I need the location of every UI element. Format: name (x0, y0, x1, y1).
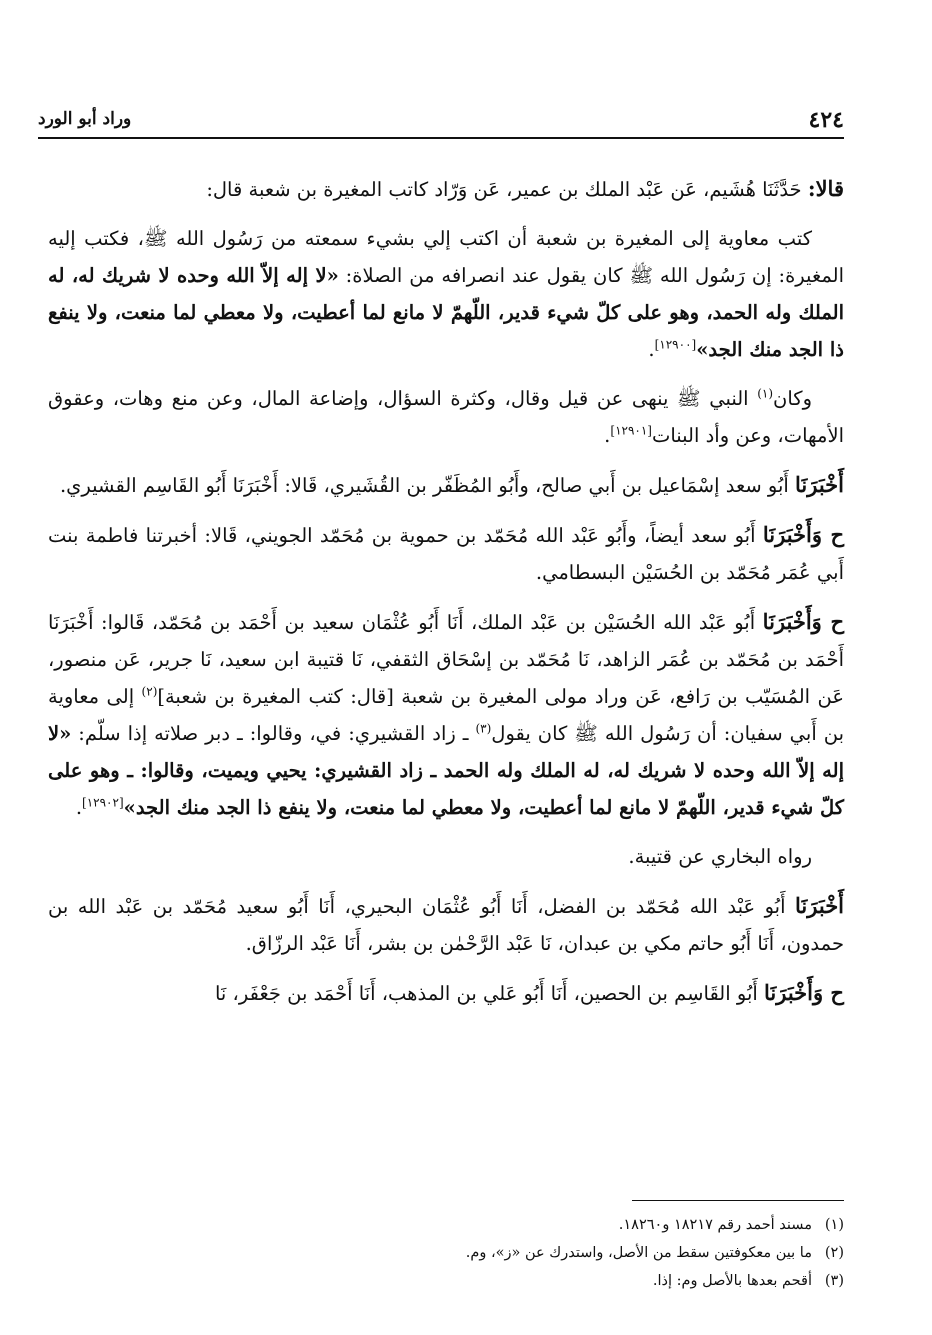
punctuation: . (75, 796, 83, 819)
footnote-text: ما بين معكوفتين سقط من الأصل، واستدرك عن «ز»، وم. (465, 1245, 812, 1261)
page-number: ٤٢٤ (808, 107, 844, 133)
narration-lead: ح وَأَخْبَرَنَا (762, 609, 844, 634)
footnote (48, 1267, 844, 1295)
paragraph (48, 603, 844, 826)
paragraph-text: كتب معاوية إلى المغيرة بن شعبة أن اكتب إلي بشيء سمعته من رَسُول الله ﷺ، فكتب إليه المغيرة: إن رَسُول الله ﷺ كان يقول عند انصرافه من الصلاة: (48, 227, 844, 287)
hadith-text: «لا إله إلاّ الله وحده لا شريك له، له الملك وله الحمد، وهو على كلّ شيء قدير، اللّهمّ لا مانع لما أعطيت، ولا معطي لما منعت، ولا ينفع ذا الجد منك الجد» (48, 264, 844, 361)
narration-lead: ح وَأَخْبَرَنَا (764, 980, 844, 1005)
paragraph-text: أَبُو عَبْد الله الحُسَيْن بن عَبْد الملك، أَنَا أَبُو عُثْمَان سعيد بن أَحْمَد بن مُحَمّد، قَالوا: أَخْبَرَنَا أَحْمَد بن مُحَمّد بن عُمَر الزاهد، نَا مُحَمّد بن إسْحَاق الثقفي، نَا قتيبة ابن سعيد، نَا جرير، عَن منصور، عَن المُسَيّب بن رَافع، عَن وراد مولى المغيرة بن شعبة [قال: كتب المغيرة بن شعبة] (48, 611, 844, 708)
footnote-marker: (٢) (141, 684, 158, 699)
paragraph (48, 838, 844, 875)
paragraph-text: أَبُو سعد أيضاً، وأَبُو عَبْد الله مُحَمّد بن حموية بن مُحَمّد الجويني، قَالا: أخبرتنا فاطمة بنت أَبي عُمَر مُحَمّد بن الحُسَيْن البسطامي. (48, 524, 844, 584)
footnote (48, 1239, 844, 1267)
paragraph (48, 170, 844, 208)
footnote (48, 1211, 844, 1239)
paragraph (48, 380, 844, 454)
footnotes (48, 1200, 844, 1295)
paragraph-text: حَدَّثَنَا هُشَيم، عَن عَبْد الملك بن عمير، عَن وَرّاد كاتب المغيرة بن شعبة قال: (206, 178, 802, 201)
footnote-number: (٢) (824, 1245, 844, 1261)
footnote-text: أقحم بعدها بالأصل وم: إذا. (652, 1273, 812, 1289)
paragraph-text: ـ زاد القشيري: في، وقالوا: ـ دبر صلاته إذا سلّم: (78, 722, 469, 745)
footnote-divider (632, 1200, 844, 1201)
paragraph-text: أَبُو سعد إسْمَاعيل بن أَبي صالح، وأَبُو المُظَفّر بن القُشَيري، قَالا: أَخْبَرَنَا أَبُو القَاسِم القشيري. (59, 474, 789, 497)
running-header (38, 103, 844, 139)
running-title: وراد أبو الورد (38, 109, 132, 129)
footnote-marker: (١) (757, 386, 774, 401)
hadith-number: [١٢٩٠٢] (82, 795, 124, 810)
paragraph (48, 466, 844, 504)
hadith-number: [١٢٩٠١] (610, 423, 652, 438)
paragraph (48, 887, 844, 962)
paragraph (48, 516, 844, 591)
footnote-marker: (٣) (475, 721, 492, 736)
paragraph-text: رواه البخاري عن قتيبة. (628, 845, 812, 868)
paragraph-text: إلى معاوية بن أَبي سفيان: أن رَسُول الله ﷺ كان يقول (48, 685, 845, 745)
punctuation: . (648, 338, 655, 361)
paragraph-text: أَبُو عَبْد الله مُحَمّد بن الفضل، أَنَا أَبُو عُثْمَان البحيري، أَنَا أَبُو سعيد مُحَمّد بن عَبْد الله بن حمدون، أَنَا أَبُو حاتم مكي بن عبدان، نَا عَبْد الرَّحْمٰن بن بشر، أَنَا عَبْد الرزّاق. (48, 895, 844, 955)
narration-lead: أَخْبَرَنَا (795, 893, 845, 918)
paragraph-text: وكان (773, 387, 812, 410)
paragraph (48, 974, 844, 1012)
footnote-number: (٣) (824, 1273, 844, 1289)
paragraph-text: النبي ﷺ ينهى عن قيل وقال، وكثرة السؤال، وإضاعة المال، وعن منع وهات، وعقوق الأمهات، وعن وأد البنات (48, 387, 844, 447)
body-text (48, 170, 844, 1024)
paragraph (48, 220, 844, 368)
narration-lead: قالا: (807, 176, 844, 201)
footnote-number: (١) (824, 1217, 844, 1233)
hadith-text: «لا إله إلاّ الله وحده لا شريك له، له الملك وله الحمد ـ زاد القشيري: يحيي ويميت، وقالوا: ـ وهو على كلّ شيء قدير، اللّهمّ لا مانع لما أعطيت، ولا معطي لما منعت، ولا ينفع ذا الجد منك الجد» (48, 722, 844, 819)
narration-lead: أَخْبَرَنَا (795, 472, 844, 497)
paragraph-text: أَبُو القَاسِم بن الحصين، أَنَا أَبُو عَلي بن المذهب، أَنَا أَحْمَد بن جَعْفَر، نَا (214, 982, 758, 1005)
hadith-number: [١٢٩٠٠] (654, 337, 697, 352)
punctuation: . (604, 424, 611, 447)
footnote-text: مسند أحمد رقم ١٨٢١٧ و١٨٢٦٠. (618, 1217, 812, 1233)
narration-lead: ح وَأَخْبَرَنَا (762, 522, 844, 547)
